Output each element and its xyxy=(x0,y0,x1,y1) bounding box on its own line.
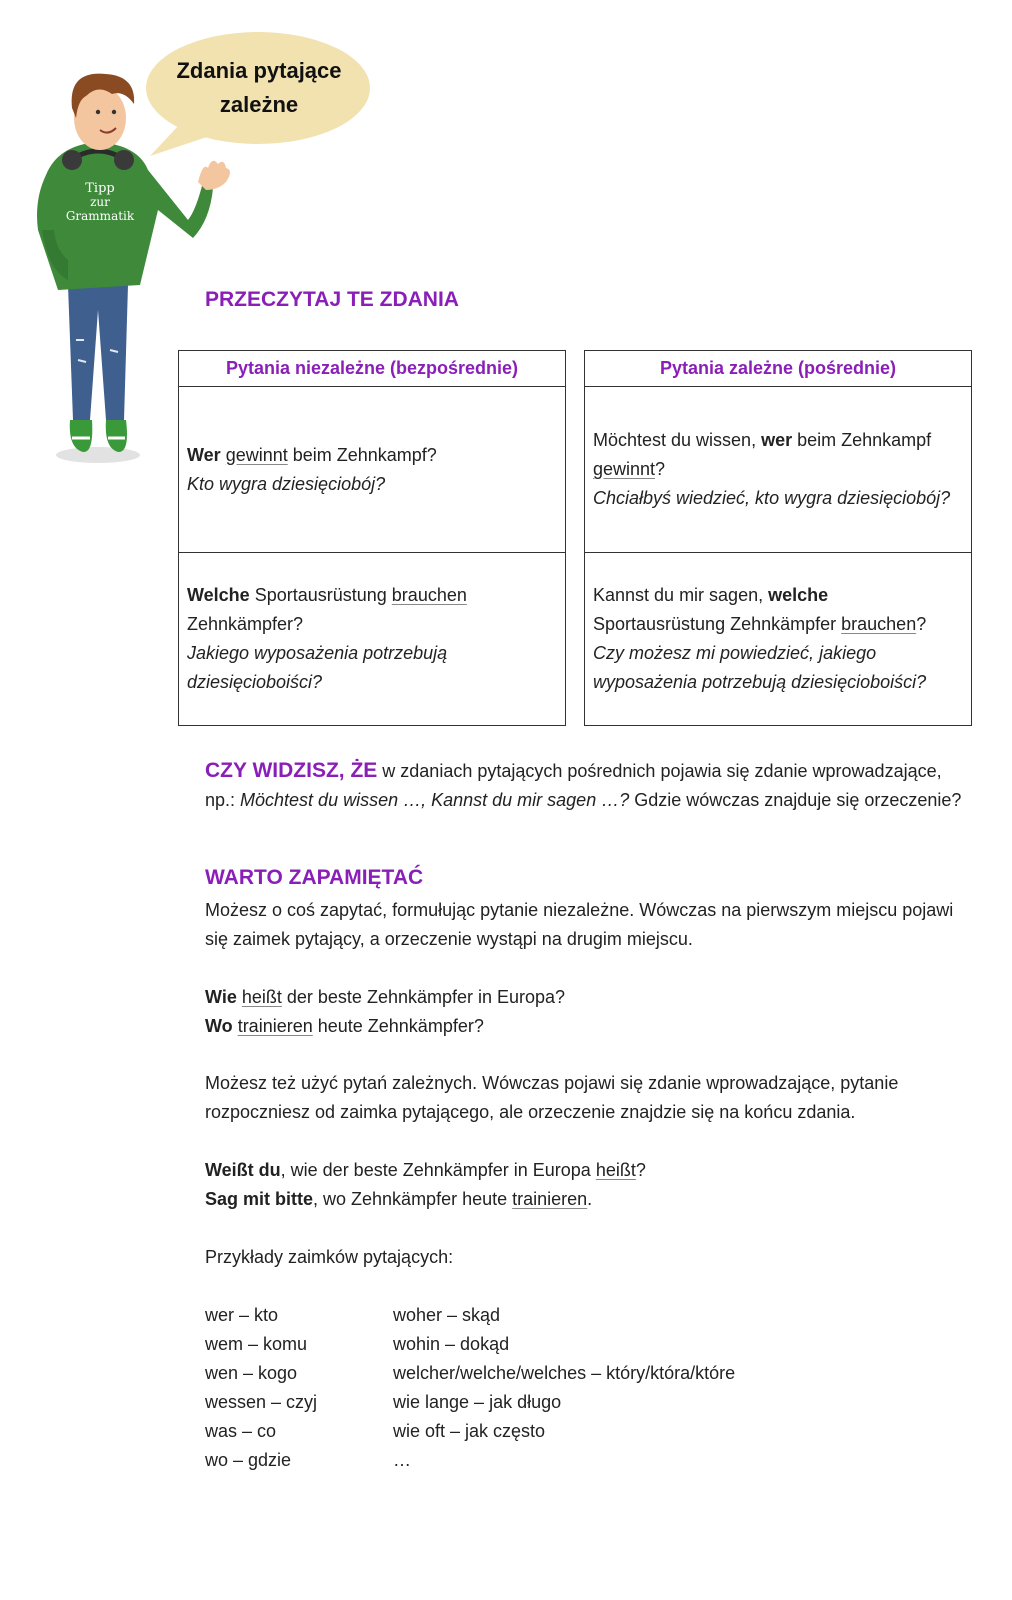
text-span: Möchtest du wissen …, Kannst du mir sagen …? xyxy=(240,790,630,810)
text-span: Kannst du mir sagen, xyxy=(593,585,769,605)
text-span: Zehnkämpfer? xyxy=(187,614,304,634)
table-cell xyxy=(179,387,565,553)
bubble-line-1: Zdania pytające xyxy=(176,58,342,83)
polish-translation: Chciałbyś wiedzieć, kto wygra dziesięciobój? xyxy=(593,488,951,508)
example-sentence xyxy=(205,983,965,1012)
hoodie-text-2: zur xyxy=(90,195,110,209)
remember-heading: WARTO ZAPAMIĘTAĆ xyxy=(205,866,424,889)
german-sentence xyxy=(187,441,557,470)
verb: brauchen xyxy=(391,585,467,605)
hoodie-text-1: Tipp xyxy=(85,181,115,196)
hoodie-text-3: Grammatik xyxy=(65,209,135,223)
independent-questions-header: Pytania niezależne (bezpośrednie) xyxy=(179,351,565,387)
questions-table xyxy=(178,350,971,726)
verb: heißt xyxy=(595,1160,636,1180)
text-span: w zdaniach pytających pośrednich pojawia się zdanie wprowadzające, np.: xyxy=(205,761,942,810)
question-word: Wie xyxy=(205,987,237,1007)
polish-translation: Kto wygra dziesięciobój? xyxy=(187,473,386,494)
list-item: wessen – czyj xyxy=(205,1392,318,1412)
verb: gewinnt xyxy=(225,444,288,465)
list-item: wen – kogo xyxy=(205,1363,298,1383)
text-span: ? xyxy=(655,459,666,479)
verb: brauchen xyxy=(841,614,917,634)
read-heading: PRZECZYTAJ TE ZDANIA xyxy=(205,288,459,311)
list-item: … xyxy=(393,1450,411,1470)
text-span: Gdzie wówczas znajduje się orzeczenie? xyxy=(629,790,962,810)
list-item: woher – skąd xyxy=(393,1305,501,1325)
list-item: welcher/welche/welches – który/która/które xyxy=(393,1363,736,1383)
examples-dependent xyxy=(205,1156,965,1214)
verb: trainieren xyxy=(237,1016,313,1036)
list-item: wie lange – jak długo xyxy=(393,1392,562,1412)
text-span: Sportausrüstung Zehnkämpfer xyxy=(593,614,842,634)
verb: trainieren xyxy=(512,1189,588,1209)
polish-translation: Jakiego wyposażenia potrzebują dziesięcioboiści? xyxy=(187,643,448,692)
text-span: heute Zehnkämpfer? xyxy=(312,1016,484,1036)
german-sentence xyxy=(593,581,963,639)
verb: gewinnt xyxy=(593,459,656,479)
independent-questions-column xyxy=(178,350,566,726)
list-item: wem – komu xyxy=(205,1334,308,1354)
question-word: Wer xyxy=(187,444,221,465)
text-span: ? xyxy=(635,1160,646,1180)
list-item: was – co xyxy=(205,1421,277,1441)
question-word: welche xyxy=(768,585,829,605)
text-span: Sportausrüstung xyxy=(249,585,392,605)
text-span: , wie der beste Zehnkämpfer in Europa xyxy=(280,1160,596,1180)
table-cell xyxy=(179,553,565,725)
list-item: wo – gdzie xyxy=(205,1450,292,1470)
bubble-line-2: zależne xyxy=(219,92,299,117)
list-item: wie oft – jak często xyxy=(393,1421,546,1441)
question-word: Wo xyxy=(205,1016,233,1036)
table-cell xyxy=(585,553,971,725)
german-sentence xyxy=(593,426,963,484)
observation-heading: CZY WIDZISZ, ŻE xyxy=(205,759,378,782)
example-sentence xyxy=(205,1185,965,1214)
question-word: Welche xyxy=(187,585,250,605)
intro-clause: Weißt du xyxy=(205,1160,281,1180)
example-sentence xyxy=(205,1012,965,1041)
list-item: wohin – dokąd xyxy=(393,1334,510,1354)
bubble-text xyxy=(150,54,368,122)
dependent-questions-column xyxy=(584,350,972,726)
text-span: beim Zehnkampf? xyxy=(287,444,437,465)
pronouns-intro: Przykłady zaimków pytających: xyxy=(205,1247,454,1267)
rule-paragraph-1: Możesz o coś zapytać, formułując pytanie niezależne. Wówczas na pierwszym miejscu pojawi się zaimek pytający, a orzeczenie wystąpi na drugim miejscu. xyxy=(205,900,954,949)
text-span: beim Zehnkampf xyxy=(792,430,932,450)
text-span: ? xyxy=(916,614,927,634)
intro-clause: Sag mit bitte xyxy=(205,1189,314,1209)
question-word: wer xyxy=(761,430,793,450)
observation-paragraph xyxy=(205,756,965,815)
pronoun-column-right xyxy=(393,1301,813,1475)
list-item: wer – kto xyxy=(205,1305,279,1325)
verb: heißt xyxy=(241,987,282,1007)
text-span: . xyxy=(587,1189,593,1209)
pronoun-column-left xyxy=(205,1301,385,1475)
dependent-questions-header: Pytania zależne (pośrednie) xyxy=(585,351,971,387)
polish-translation: Czy możesz mi powiedzieć, jakiego wyposażenia potrzebują dziesięcioboiści? xyxy=(593,643,927,692)
text-span: , wo Zehnkämpfer heute xyxy=(313,1189,513,1209)
example-sentence xyxy=(205,1156,965,1185)
german-sentence xyxy=(187,581,557,639)
rule-paragraph-2: Możesz też użyć pytań zależnych. Wówczas pojawi się zdanie wprowadzające, pytanie rozpoczniesz od zaimka pytającego, ale orzeczenie znajdzie się na końcu zdania. xyxy=(205,1073,899,1122)
text-span: der beste Zehnkämpfer in Europa? xyxy=(281,987,566,1007)
text-span: Möchtest du wissen, xyxy=(593,430,762,450)
examples-independent xyxy=(205,983,965,1041)
table-cell xyxy=(585,387,971,553)
